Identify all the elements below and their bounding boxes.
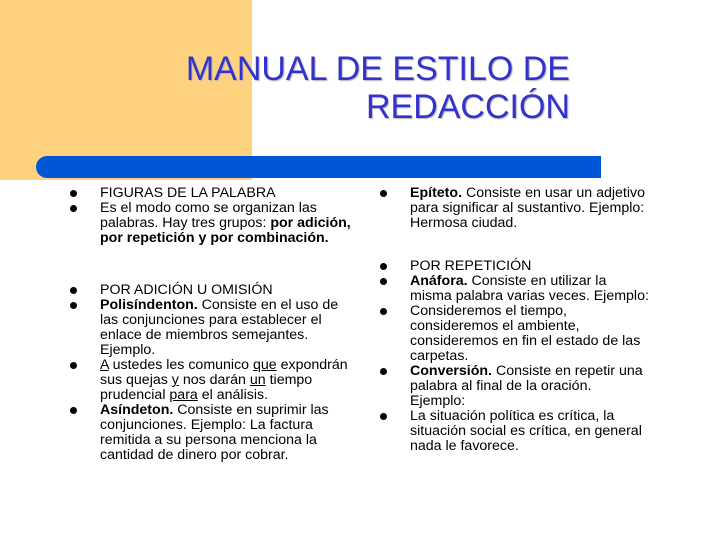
bullet-polisindeton-example — [70, 358, 360, 403]
title-divider-bar — [36, 156, 601, 178]
bullet-anafora — [380, 274, 650, 304]
example-para: para — [169, 387, 198, 403]
bullet-dot — [70, 407, 77, 414]
bullet-figuras-heading — [70, 186, 360, 201]
bullet-dot — [380, 263, 387, 270]
example-text-5: el análisis. — [197, 387, 269, 403]
bullet-dot — [380, 413, 387, 420]
adicion-heading: POR ADICIÓN U OMISIÓN — [100, 282, 273, 298]
anafora-term: Anáfora. — [410, 273, 468, 289]
conversion-def: Consiste en repetir una palabra al final de la oración. Ejemplo: — [410, 363, 643, 409]
slide-title — [50, 50, 570, 126]
conversion-example: La situación política es crítica, la situación social es crítica, en general nada le favorece. — [410, 408, 642, 454]
figuras-groups: por adición, por repetición y por combinación. — [100, 215, 351, 246]
bullet-conversion-example — [380, 409, 650, 454]
bullet-adicion-heading — [70, 283, 360, 298]
bullet-conversion — [380, 364, 650, 409]
bullet-figuras-desc — [70, 201, 360, 246]
bullet-dot — [70, 287, 77, 294]
asindeton-def: Consiste en suprimir las conjunciones. Ejemplo: La factura remitida a su persona menciona la cantidad de dinero por cobrar. — [100, 402, 329, 463]
epiteto-term: Epíteto. — [410, 185, 463, 201]
figuras-desc: Es el modo como se organizan las palabras. Hay tres grupos: — [100, 200, 317, 231]
example-text-3: nos darán — [178, 372, 250, 388]
polisindeton-term: Polisíndenton. — [100, 297, 198, 313]
example-text-1: ustedes les comunico — [108, 357, 254, 373]
bullet-polisindeton — [70, 298, 360, 358]
conversion-term: Conversión. — [410, 363, 492, 379]
bullet-dot — [70, 190, 77, 197]
repeticion-heading: POR REPETICIÓN — [410, 258, 532, 274]
title-line-2: REDACCIÓN — [365, 88, 570, 126]
bullet-dot — [380, 308, 387, 315]
anafora-example: Consideremos el tiempo, consideremos el ambiente, consideremos en fin el estado de las carpetas. — [410, 303, 641, 364]
right-column — [380, 186, 650, 454]
bullet-repeticion-heading — [380, 259, 650, 274]
epiteto-def: Consiste en usar un adjetivo para significar al sustantivo. Ejemplo: Hermosa ciudad. — [410, 185, 646, 231]
bullet-dot — [70, 205, 77, 212]
asindeton-term: Asíndeton. — [100, 402, 174, 418]
example-que: que — [253, 357, 277, 373]
bullet-dot — [380, 190, 387, 197]
example-text-4: tiempo prudencial — [100, 372, 313, 403]
anafora-def: Consiste en utilizar la misma palabra varias veces. Ejemplo: — [410, 273, 649, 304]
example-text-2: expondrán sus quejas — [100, 357, 348, 388]
example-y: y — [171, 372, 179, 388]
figuras-heading: FIGURAS DE LA PALABRA — [100, 185, 276, 201]
bullet-anafora-example — [380, 304, 650, 364]
bullet-dot — [70, 362, 77, 369]
example-a: A — [100, 357, 109, 373]
bullet-asindeton — [70, 403, 360, 463]
bullet-dot — [380, 368, 387, 375]
polisindeton-def: Consiste en el uso de las conjunciones para establecer el enlace de miembros semejantes. — [100, 297, 339, 343]
left-column — [70, 186, 360, 463]
bullet-dot — [380, 278, 387, 285]
example-un: un — [249, 372, 266, 388]
polisindeton-example-label: Ejemplo. — [100, 342, 156, 358]
bullet-dot — [70, 302, 77, 309]
title-line-1: MANUAL DE ESTILO DE — [185, 50, 570, 88]
bullet-epiteto — [380, 186, 650, 231]
